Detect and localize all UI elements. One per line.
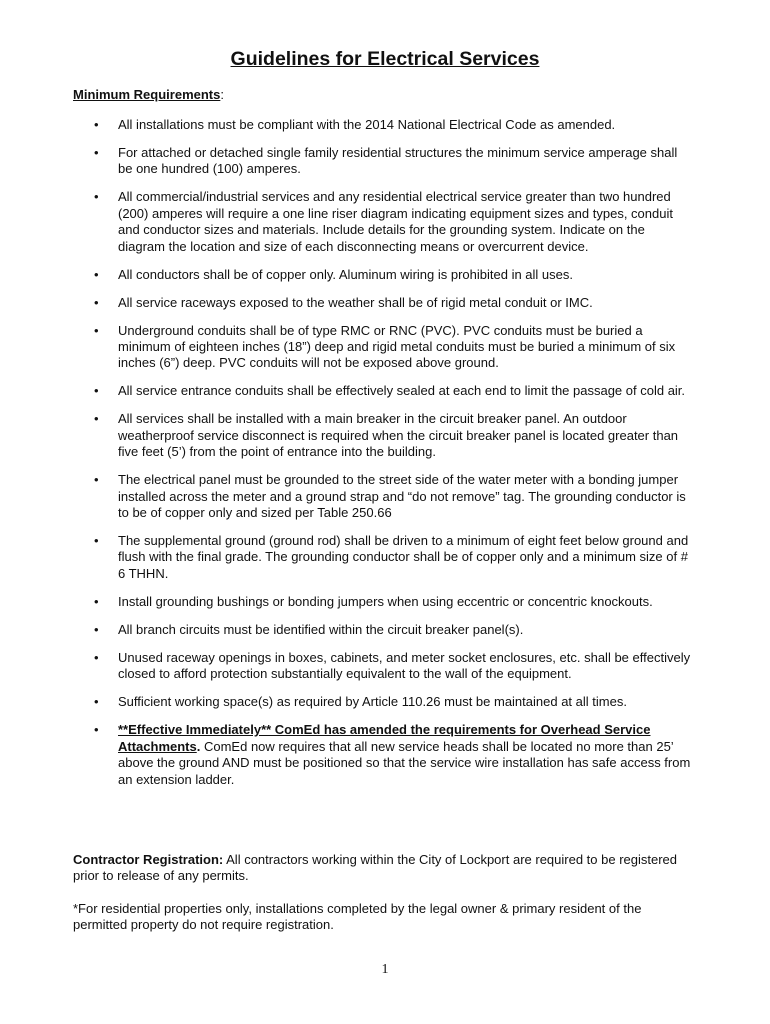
list-item-text: All service entrance conduits shall be effectively sealed at each end to limit the passage of cold air. <box>118 383 686 399</box>
contractor-registration-text: All contractors working within the City of Lockport are required to be registered prior to release of any permits. <box>73 852 678 884</box>
list-item-text: All services shall be installed with a main breaker in the circuit breaker panel. An outdoor weatherproof service disconnect is required when the circuit breaker panel is located greater than five feet (5’) from the point of entrance into the building. <box>118 411 679 460</box>
list-item <box>0 117 770 133</box>
bullet-icon: • <box>94 621 99 637</box>
bullet-icon: • <box>94 472 99 488</box>
bullet-icon: • <box>94 411 99 427</box>
list-item <box>0 323 770 372</box>
list-item-text: All conductors shall be of copper only. Aluminum wiring is prohibited in all uses. <box>118 266 573 282</box>
list-item <box>0 650 770 683</box>
list-item-text: For attached or detached single family residential structures the minimum service amperage shall be one hundred (100) amperes. <box>118 145 678 177</box>
bullet-icon: • <box>94 117 99 132</box>
list-item <box>0 411 770 460</box>
list-item-text: Sufficient working space(s) as required by Article 110.26 must be maintained at all times. <box>118 694 627 710</box>
comed-notice-period: . <box>196 738 201 754</box>
list-item-text: All branch circuits must be identified within the circuit breaker panel(s). <box>118 621 524 637</box>
list-item <box>0 267 770 283</box>
list-item <box>0 383 770 399</box>
list-item-text: All installations must be compliant with the 2014 National Electrical Code as amended. <box>118 117 616 132</box>
bullet-icon: • <box>94 649 99 665</box>
comed-notice-bold: **Effective Immediately** ComEd has amended the requirements for Overhead Service Attachments <box>118 722 651 754</box>
list-item <box>0 533 770 582</box>
minimum-requirements-label: Minimum Requirements <box>73 87 221 102</box>
page-number: 1 <box>381 962 389 977</box>
list-item <box>0 694 770 710</box>
list-item <box>0 295 770 311</box>
contractor-registration-paragraph <box>73 852 693 885</box>
bullet-icon: • <box>94 145 99 160</box>
bullet-icon: • <box>94 189 99 205</box>
list-item-text: The supplemental ground (ground rod) shall be driven to a minimum of eight feet below ground and flush with the final grade. The grounding conductor shall be of copper only and a minimum size of # 6 THHN. <box>118 533 689 581</box>
list-item <box>0 594 770 610</box>
bullet-icon: • <box>94 294 99 310</box>
bullet-icon: • <box>94 533 99 549</box>
list-item-text: All service raceways exposed to the weather shall be of rigid metal conduit or IMC. <box>118 294 593 310</box>
list-item-text: The electrical panel must be grounded to the street side of the water meter with a bonding jumper installed across the meter and a ground strap and “do not remove” tag. The grounding conductor is to be of copper only and sized per Table 250.66 <box>118 472 686 521</box>
bullet-icon: • <box>94 722 99 738</box>
comed-notice-text: ComEd now requires that all new service heads shall be located no more than 25’ above the ground AND must be positioned so that the service wire installation has safe access from an extension ladder. <box>118 738 691 787</box>
page-title: Guidelines for Electrical Services <box>230 48 540 70</box>
residential-footnote: *For residential properties only, installations completed by the legal owner & primary resident of the permitted property do not require registration. <box>73 901 642 933</box>
list-item <box>0 189 770 255</box>
list-item-text: Unused raceway openings in boxes, cabinets, and meter socket enclosures, etc. shall be effectively closed to afford protection substantially equivalent to the wall of the equipment. <box>118 649 691 682</box>
bullet-icon: • <box>94 593 99 609</box>
bullet-icon: • <box>94 694 99 710</box>
bullet-icon: • <box>94 322 99 338</box>
list-item <box>0 622 770 638</box>
list-item-comed <box>0 722 770 788</box>
bullet-icon: • <box>94 383 99 399</box>
requirements-list <box>0 117 770 800</box>
list-item-text: All commercial/industrial services and any residential electrical service greater than two hundred (200) amperes will require a one line riser diagram indicating equipment sizes and types, conduit and conductor sizes and materials. Include details for the grounding system. Indicate on the diagram the location and size of each disconnecting means or overcurrent device. <box>118 189 673 254</box>
bullet-icon: • <box>94 266 99 282</box>
list-item-text: Install grounding bushings or bonding jumpers when using eccentric or concentric knockouts. <box>118 593 653 609</box>
minimum-requirements-heading <box>73 87 224 102</box>
list-item <box>0 145 770 178</box>
list-item <box>0 472 770 521</box>
contractor-registration-label: Contractor Registration: <box>73 852 224 867</box>
list-item-text: Underground conduits shall be of type RMC or RNC (PVC). PVC conduits must be buried a minimum of eighteen inches (18”) deep and rigid metal conduits must be buried a minimum of six inches (6”) deep. PVC conduits will not be exposed above ground. <box>118 322 676 371</box>
heading-colon: : <box>220 87 224 102</box>
